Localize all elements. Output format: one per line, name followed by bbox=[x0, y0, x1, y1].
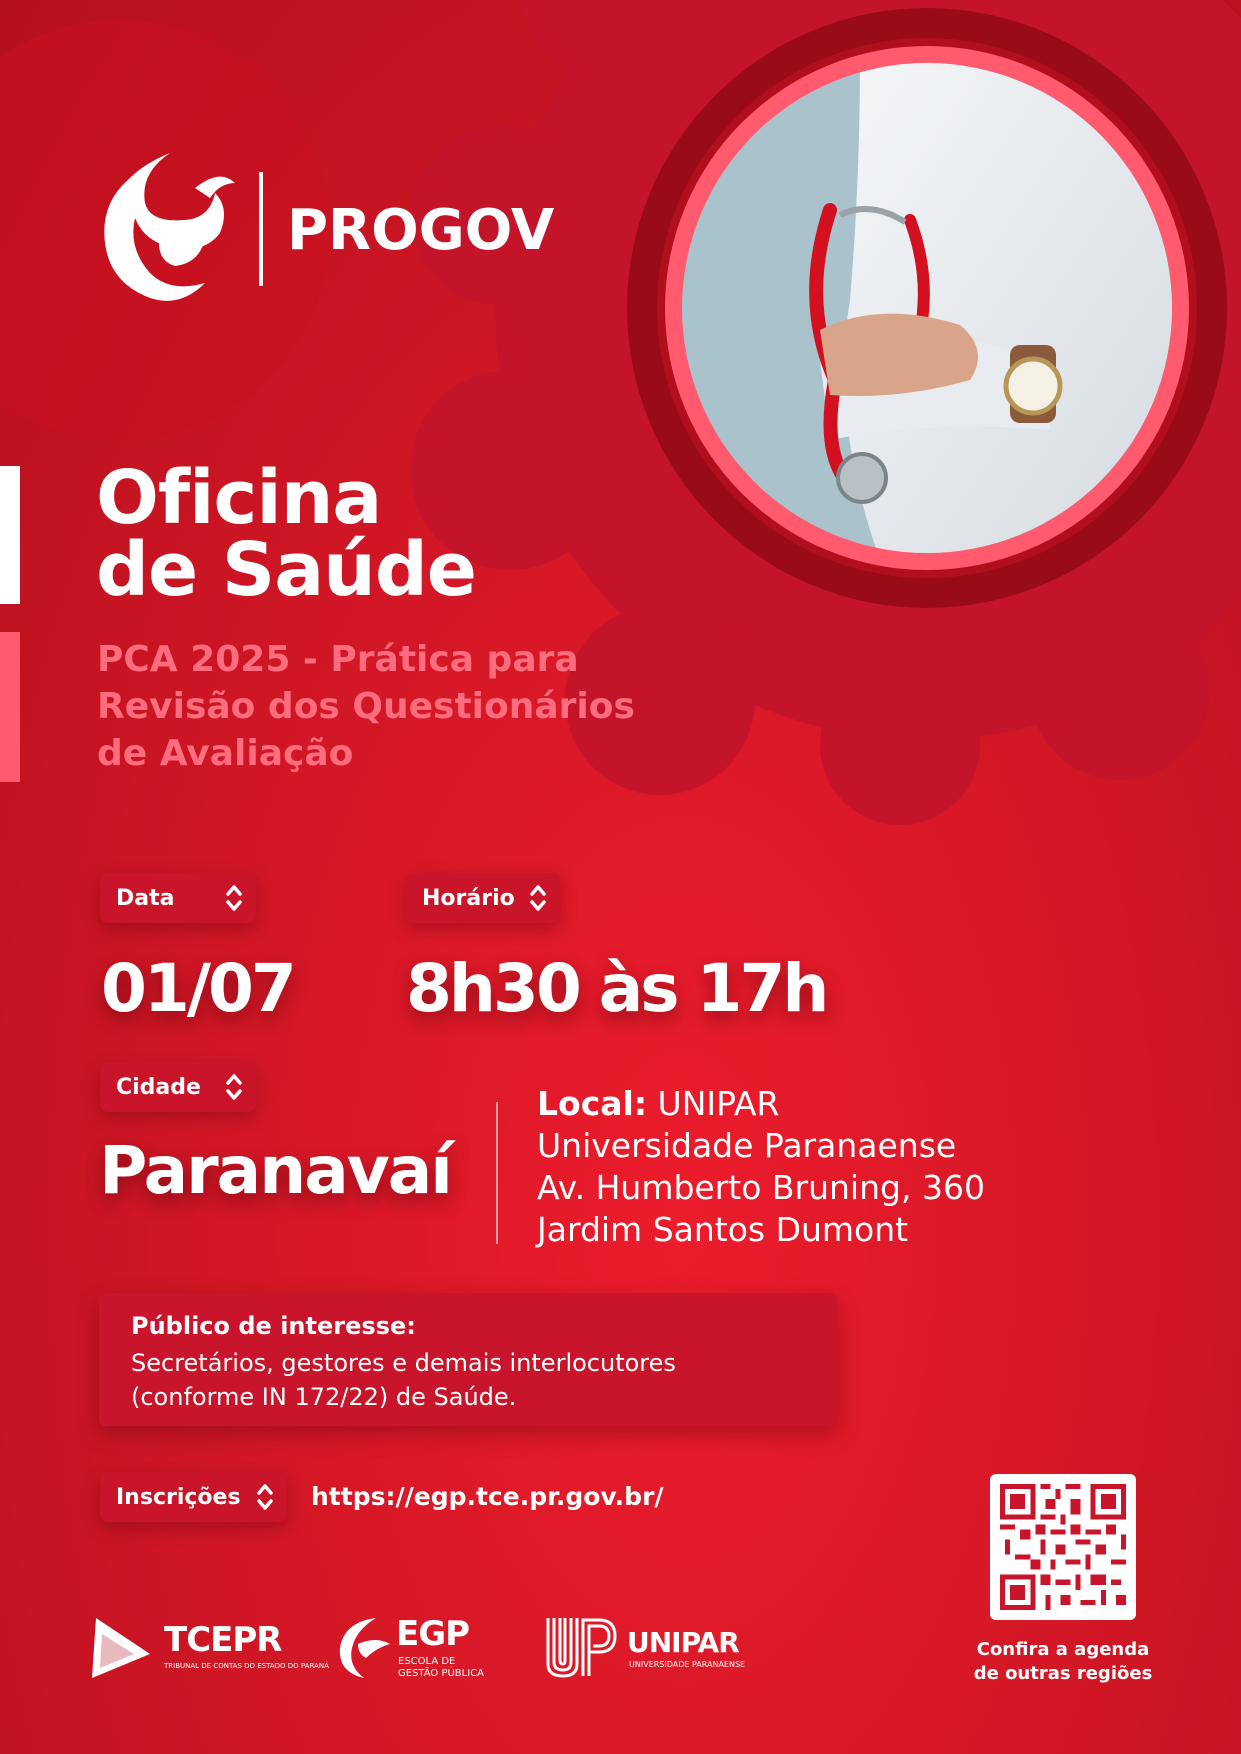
chevron-up-down-icon bbox=[528, 882, 548, 914]
unipar-subtitle: UNIVERSIDADE PARANAENSE bbox=[629, 1660, 746, 1669]
event-subtitle-line1: PCA 2025 - Prática para bbox=[97, 639, 579, 680]
progov-bird-logo bbox=[100, 148, 240, 308]
location-line1 bbox=[537, 1083, 985, 1125]
brand-divider bbox=[259, 172, 263, 286]
location-divider bbox=[496, 1102, 498, 1244]
tce-name: TCEPR bbox=[164, 1620, 282, 1660]
side-accent-pink bbox=[0, 632, 20, 782]
event-subtitle-line3: de Avaliação bbox=[97, 733, 354, 774]
event-subtitle-line2: Revisão dos Questionários bbox=[97, 686, 635, 727]
chevron-up-down-icon bbox=[255, 1481, 275, 1513]
audience-line1: Secretários, gestores e demais interlocutores bbox=[131, 1349, 676, 1377]
event-title bbox=[96, 455, 476, 613]
egp-logo bbox=[336, 1612, 496, 1686]
unipar-logo bbox=[545, 1612, 745, 1686]
qr-code[interactable] bbox=[990, 1474, 1136, 1620]
city-label-pill bbox=[100, 1062, 256, 1112]
event-title-line2: de Saúde bbox=[96, 527, 476, 613]
audience-line2: (conforme IN 172/22) de Saúde. bbox=[131, 1383, 517, 1411]
chevron-up-down-icon bbox=[224, 882, 244, 914]
date-label: Data bbox=[116, 885, 175, 911]
event-subtitle bbox=[97, 636, 635, 777]
location-line2: Universidade Paranaense bbox=[537, 1126, 957, 1165]
city-value: Paranavaí bbox=[99, 1132, 451, 1209]
date-value: 01/07 bbox=[101, 950, 294, 1027]
tce-logo bbox=[88, 1612, 329, 1686]
location-block bbox=[537, 1083, 985, 1251]
time-label: Horário bbox=[422, 885, 515, 911]
unipar-mark-icon bbox=[545, 1616, 619, 1680]
registration-label-pill bbox=[100, 1472, 287, 1522]
location-label: Local: bbox=[537, 1084, 648, 1123]
qr-caption bbox=[960, 1638, 1166, 1686]
audience-text bbox=[131, 1346, 676, 1414]
egp-subtitle2: GESTÃO PÚBLICA bbox=[398, 1668, 485, 1679]
egp-swirl-icon bbox=[336, 1614, 394, 1680]
city-label: Cidade bbox=[116, 1074, 201, 1100]
event-title-line1: Oficina bbox=[96, 455, 382, 541]
date-label-pill bbox=[100, 873, 256, 923]
egp-name: EGP bbox=[396, 1614, 470, 1654]
time-value: 8h30 às 17h bbox=[406, 950, 827, 1027]
qr-caption-line1: Confira a agenda bbox=[976, 1639, 1150, 1660]
registration-label: Inscrições bbox=[116, 1484, 241, 1510]
qr-code-pattern bbox=[990, 1474, 1136, 1620]
audience-title: Público de interesse: bbox=[131, 1312, 416, 1340]
qr-caption-line2: de outras regiões bbox=[973, 1663, 1153, 1684]
brand-name: PROGOV bbox=[287, 198, 555, 263]
location-line4: Jardim Santos Dumont bbox=[537, 1210, 909, 1249]
location-name: UNIPAR bbox=[657, 1084, 780, 1123]
tce-triangle-icon bbox=[88, 1616, 152, 1680]
time-label-pill bbox=[406, 873, 560, 923]
registration-url-link[interactable]: https://egp.tce.pr.gov.br/ bbox=[311, 1482, 664, 1511]
egp-subtitle1: ESCOLA DE bbox=[398, 1656, 456, 1667]
location-line3: Av. Humberto Bruning, 360 bbox=[537, 1168, 985, 1207]
side-accent-white bbox=[0, 466, 20, 604]
tce-subtitle: TRIBUNAL DE CONTAS DO ESTADO DO PARANÁ bbox=[164, 1662, 329, 1670]
chevron-up-down-icon bbox=[224, 1071, 244, 1103]
unipar-name: UNIPAR bbox=[627, 1626, 739, 1659]
